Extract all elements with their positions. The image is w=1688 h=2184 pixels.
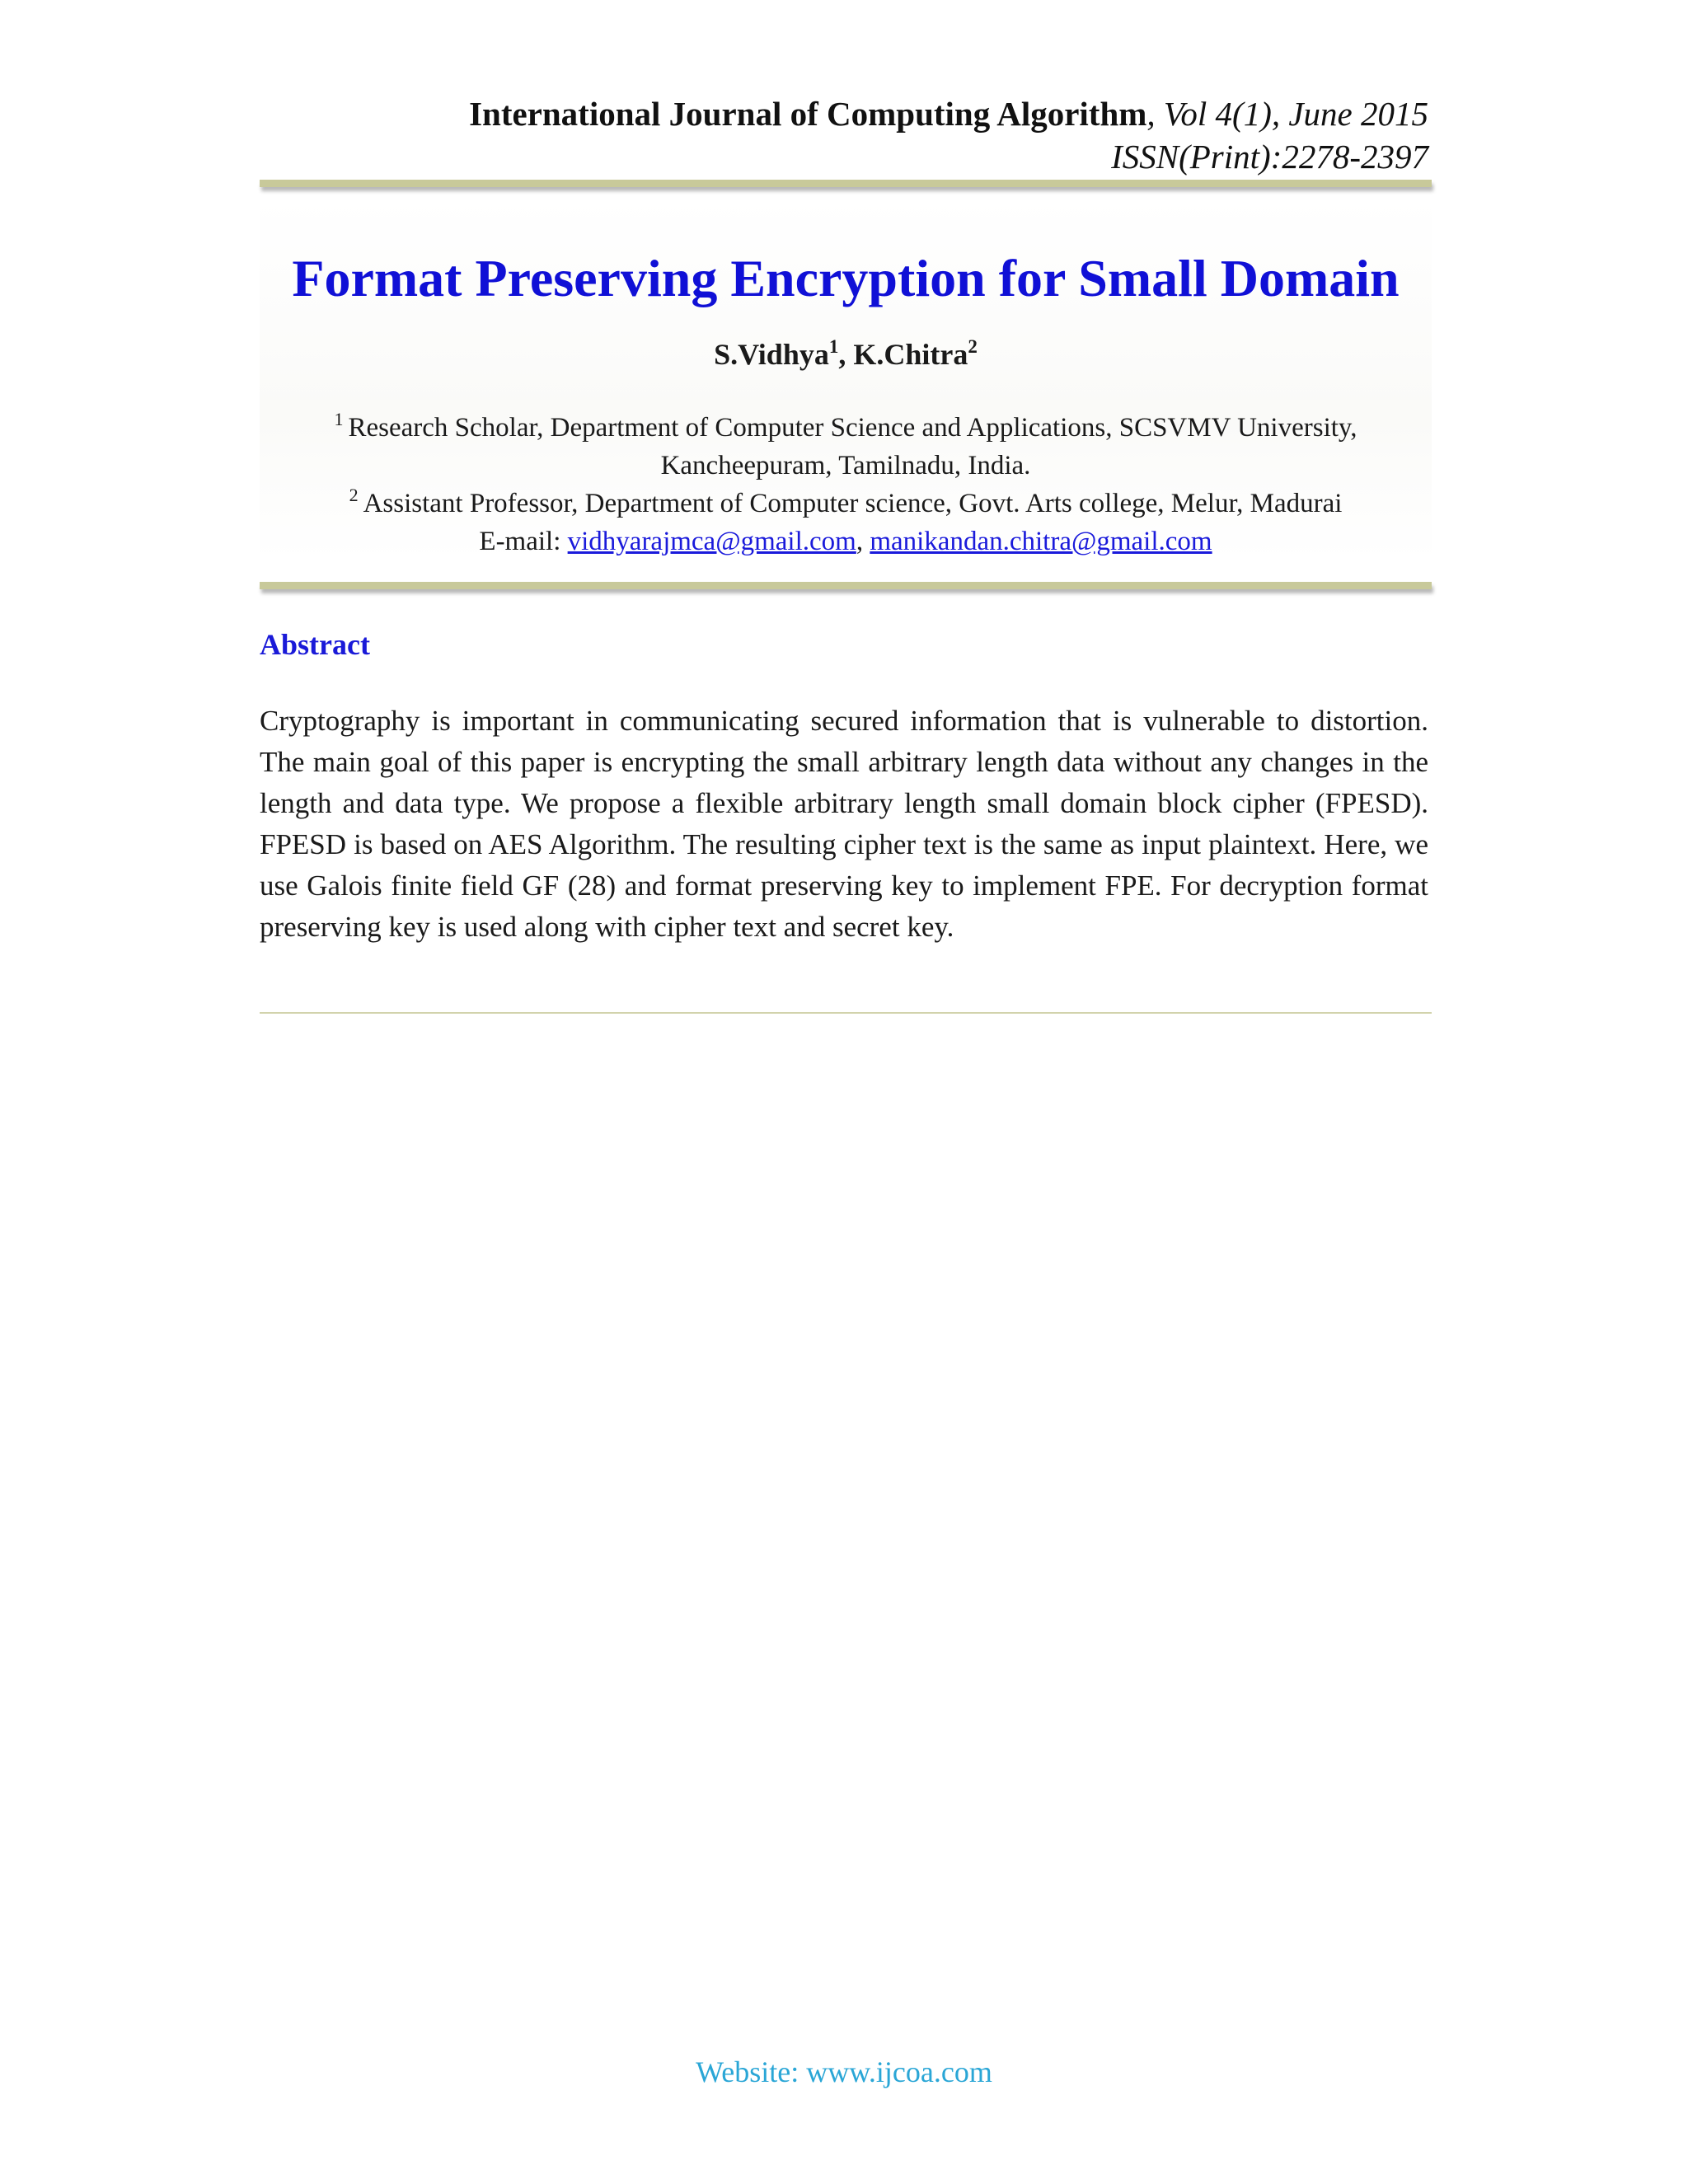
affiliation-text: Assistant Professor, Department of Computer science, Govt. Arts college, Melur, Madurai <box>363 489 1343 518</box>
footer-website: Website: www.ijcoa.com <box>696 2055 992 2088</box>
author-name: K.Chitra <box>853 338 968 371</box>
paper-title: Format Preserving Encryption for Small Domain <box>292 249 1400 307</box>
affiliation-text: Kancheepuram, Tamilnadu, India. <box>660 451 1031 480</box>
title-block-divider <box>260 582 1432 589</box>
author-superscript: 2 <box>968 336 978 357</box>
header-divider <box>260 180 1432 187</box>
journal-name: International Journal of Computing Algorithm <box>469 95 1147 133</box>
abstract-divider <box>260 1012 1432 1014</box>
affiliation-1-cont <box>260 447 1432 485</box>
affiliation-text: Research Scholar, Department of Computer Science and Applications, SCSVMV University, <box>348 413 1357 443</box>
email-separator: , <box>856 527 870 556</box>
affiliation-superscript: 1 <box>334 409 344 429</box>
email-link-1[interactable]: vidhyarajmca@gmail.com <box>567 527 856 556</box>
author-name: S.Vidhya <box>714 338 829 371</box>
affiliation-2 <box>260 485 1432 523</box>
affiliation-superscript: 2 <box>349 485 359 505</box>
journal-issn: ISSN(Print):2278-2397 <box>1111 138 1428 176</box>
email-label: E-mail: <box>479 527 568 556</box>
author-line <box>260 335 1432 374</box>
journal-volume: , Vol 4(1), June 2015 <box>1146 95 1428 133</box>
author-superscript: 1 <box>828 336 839 357</box>
journal-header <box>260 92 1428 178</box>
email-link-2[interactable]: manikandan.chitra@gmail.com <box>870 527 1212 556</box>
affiliation-1 <box>260 409 1432 447</box>
abstract-text: Cryptography is important in communicating secured information that is vulnerable to distortion. The main goal of this paper is encrypting the small arbitrary length data without any changes in the length and data type. We propose a flexible arbitrary length small domain block cipher (FPESD). FPESD is based on AES Algorithm. The resulting cipher text is the same as input plaintext. Here, we use Galois finite field GF (28) and format preserving key to implement FPE. For decryption format preserving key is used along with cipher text and secret key. <box>260 705 1428 943</box>
abstract-heading: Abstract <box>260 628 370 661</box>
email-line <box>260 523 1432 560</box>
author-separator: , <box>838 338 854 371</box>
